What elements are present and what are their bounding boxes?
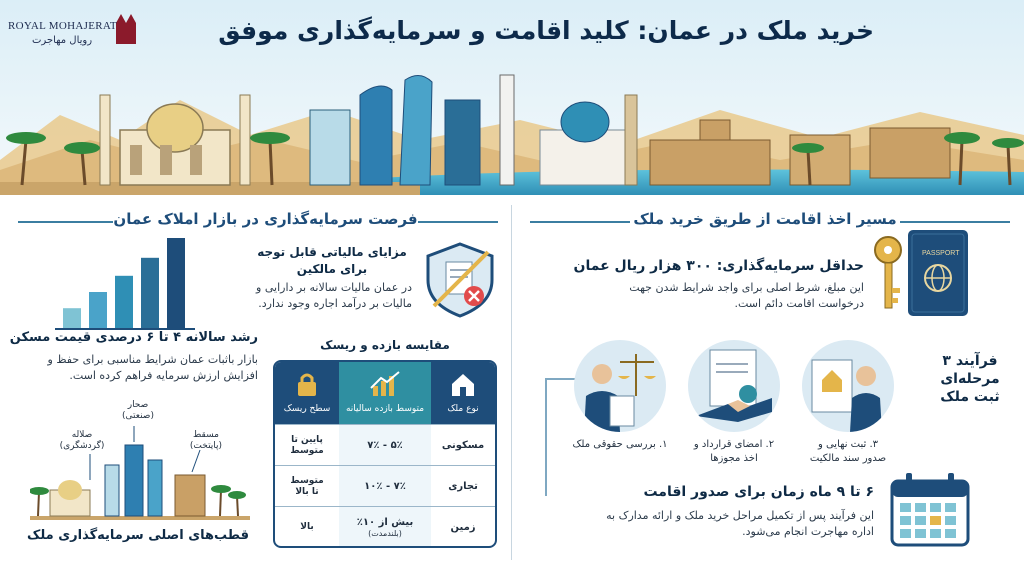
process-connector — [545, 378, 575, 380]
yield-note: (بلندمدت) — [368, 528, 402, 538]
right-panel-title: مسیر اخذ اقامت از طریق خرید ملک — [633, 210, 897, 228]
step-2-line-2: اخذ مجوزها — [710, 452, 758, 464]
step-2-illustration — [688, 340, 780, 432]
min-invest-title: حداقل سرمایه‌گذاری: ۳۰۰ هزار ریال عمان — [573, 258, 864, 274]
hubs-title: قطب‌های اصلی سرمایه‌گذاری ملک — [27, 528, 249, 543]
step-3-label — [788, 438, 908, 465]
tax-shield-icon — [420, 240, 500, 320]
hub-name: صلاله — [71, 430, 93, 440]
tax-text-1: در عمان مالیات سالانه بر دارایی و — [256, 281, 412, 294]
step-1-illustration — [574, 340, 666, 432]
step-2-label — [674, 438, 794, 465]
growth-bar-chart — [55, 235, 195, 330]
crown-icon — [116, 14, 136, 44]
tax-title-line-2: برای مالکین — [296, 261, 368, 276]
header-type-label: نوع ملک — [447, 404, 479, 414]
timeline-text-2: اداره مهاجرت انجام می‌شود. — [742, 525, 874, 538]
header-risk-label: سطح ریسک — [283, 404, 331, 414]
hub-note: (صنعتی) — [122, 411, 154, 422]
process-title-line-1: فرآیند ۳ — [942, 353, 998, 369]
tax-title — [252, 244, 412, 278]
process-title — [930, 352, 1010, 407]
tax-text-2: مالیات بر درآمد اجاره وجود ندارد. — [258, 297, 412, 310]
risk-cell — [275, 425, 339, 466]
step-3-line-1: ۳. ثبت نهایی و — [817, 439, 879, 450]
risk-line-2: تا بالا — [295, 486, 319, 497]
chart-up-icon — [369, 370, 401, 398]
growth-text-1: بازار باثبات عمان شرایط مناسبی برای حفظ و — [47, 353, 258, 366]
yield-cell: ۷٪ - ۱۰٪ — [339, 466, 431, 507]
hub-note: (گردشگری) — [59, 441, 105, 452]
tax-title-line-1: مزایای مالیاتی قابل توجه — [257, 245, 407, 259]
table-row — [275, 465, 495, 506]
risk-line-1: پایین تا — [291, 434, 323, 445]
house-icon — [449, 370, 477, 398]
title-rule — [530, 221, 630, 223]
left-panel-title: فرصت سرمایه‌گذاری در بازار املاک عمان — [113, 210, 418, 228]
hub-salalah — [54, 430, 110, 453]
table-row — [275, 424, 495, 465]
page-title: خرید ملک در عمان: کلید اقامت و سرمایه‌گذاری موفق — [218, 16, 874, 45]
risk-cell: بالا — [300, 522, 314, 533]
risk-cell — [275, 466, 339, 507]
min-invest-text-1: این مبلغ، شرط اصلی برای واجد شرایط شدن جهت — [629, 281, 864, 294]
growth-text-2: افزایش ارزش سرمایه فراهم کرده است. — [69, 369, 258, 382]
table-title: مقایسه بازده و ریسک — [320, 338, 450, 352]
growth-title: رشد سالانه ۴ تا ۶ درصدی قیمت مسکن — [9, 330, 258, 345]
step-3-line-2: صدور سند مالکیت — [809, 452, 887, 464]
comparison-table — [273, 360, 497, 548]
header-type — [431, 362, 495, 424]
header-yield — [339, 362, 431, 424]
growth-bar — [141, 258, 159, 328]
yield-cell — [339, 507, 431, 548]
type-cell: تجاری — [448, 480, 478, 492]
step-1-line-1: ۱. بررسی حقوقی ملک — [572, 439, 668, 450]
growth-bar — [115, 276, 133, 328]
growth-bar — [89, 292, 107, 328]
calendar-icon — [890, 473, 970, 547]
yield-cell: ۵٪ - ۷٪ — [339, 425, 431, 466]
type-cell: زمین — [450, 521, 476, 533]
yield-value: بیش از ۱۰٪ — [356, 516, 414, 528]
process-title-line-2: مرحله‌ای — [940, 371, 1000, 388]
hub-muscat — [178, 430, 234, 453]
growth-bar — [63, 308, 81, 328]
step-1-label — [560, 438, 680, 452]
hub-note: (پایتخت) — [189, 441, 223, 452]
header-risk — [275, 362, 339, 424]
hub-name: مسقط — [193, 430, 219, 440]
logo-text-fa: رویال مهاجرت — [32, 35, 93, 46]
title-rule — [900, 221, 1010, 223]
logo-text-en: ROYAL MOHAJERAT — [8, 20, 117, 32]
type-cell: مسکونی — [441, 439, 485, 451]
passport-label: PASSPORT — [922, 250, 960, 257]
growth-bar — [167, 238, 185, 328]
risk-line-2: متوسط — [290, 445, 324, 456]
panel-divider — [511, 205, 512, 560]
process-connector — [545, 378, 547, 496]
title-rule — [18, 221, 113, 223]
step-2-line-1: ۲. امضای قرارداد و — [693, 439, 775, 450]
hub-sohar — [118, 400, 158, 423]
hub-name: صحار — [127, 400, 149, 410]
brand-logo — [8, 14, 138, 54]
timeline-text-1: این فرآیند پس از تکمیل مراحل خرید ملک و ارائه مدارک به — [606, 509, 874, 522]
step-3-illustration — [802, 340, 894, 432]
passport-key-illustration — [868, 228, 973, 320]
header-yield-label: متوسط بازده سالیانه — [345, 404, 425, 414]
process-title-line-3: ثبت ملک — [940, 389, 1000, 406]
lock-icon — [293, 370, 321, 398]
risk-line-1: متوسط — [290, 475, 324, 486]
table-row — [275, 506, 495, 547]
title-rule — [418, 221, 498, 223]
min-invest-text-2: درخواست اقامت دائم است. — [734, 297, 864, 310]
timeline-title: ۶ تا ۹ ماه زمان برای صدور اقامت — [643, 484, 874, 500]
